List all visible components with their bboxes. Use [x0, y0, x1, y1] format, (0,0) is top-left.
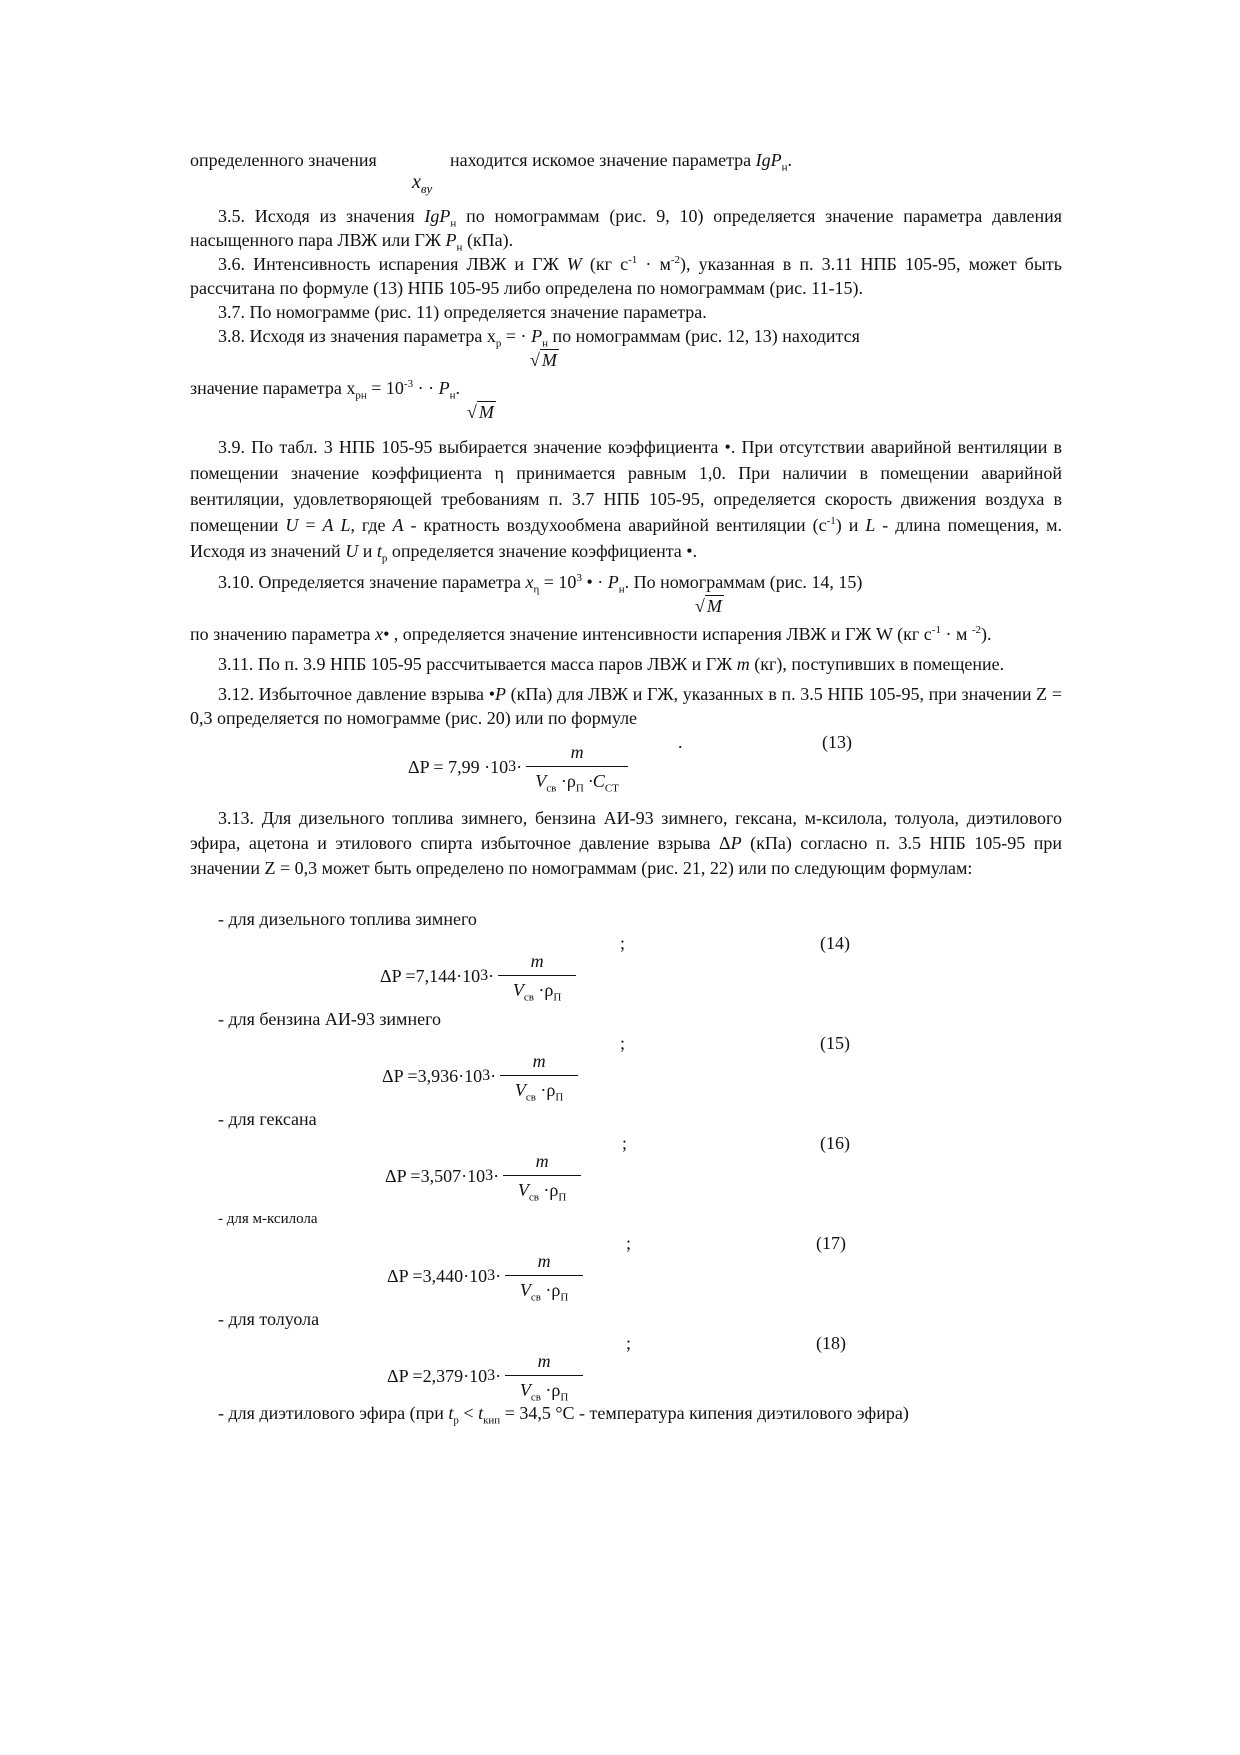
- formula-row: [190, 1331, 1062, 1404]
- fragment-left-text: определенного значения: [190, 150, 377, 170]
- paragraph-3-7: 3.7. По номограмме (рис. 11) определяется значение параметра.: [218, 302, 707, 322]
- equation-13-number: (13): [822, 732, 852, 752]
- formula-semicolon: ;: [626, 1233, 632, 1253]
- paragraph-fragment: [190, 148, 1062, 204]
- formula-fraction: $\frac{m}{V_{св} \cdot\rho_П}$: [503, 1149, 581, 1202]
- diethyl-ether-label: - для диэтилового эфира (при $t_р < t_{кип} = 34,5$ °С - температура кипения диэтилового эфира): [218, 1403, 909, 1427]
- sqrt-line-3-8b: [190, 400, 1062, 428]
- formula-list: [190, 907, 1062, 1404]
- paragraph-3-6: 3.6. Интенсивность испарения ЛВЖ и ГЖ W (кг $с^{-1} \cdot м^{-2}$), указанная в п. 3.11 НПБ 105-95, может быть рассчитана по формуле (13) НПБ 105-95 либо определена по номограммам (рис. 11-15).: [190, 254, 1062, 298]
- formula: ΔP = 3,507 ·10 3 · $\frac{m}{V_{св} \cdot\rho_П}$: [385, 1149, 581, 1202]
- paragraph-3-9: 3.9. По табл. 3 НПБ 105-95 выбирается значение коэффициента •. При отсутствии аварийной вентиляции в помещении значение коэффициента η принимается равным 1,0. При наличии в помещении аварийной вентиляции, удовлетворяющей требованиям п. 3.7 НПБ 105-95, определяется скорость движения воздуха в помещении U = A L, где A - кратность воздухообмена аварийной вентиляции $(с^{-1})$ и L - длина помещения, м. Исходя из значений U и $t_р$ определяется значение коэффициента •.: [190, 437, 1063, 565]
- formula-number: (17): [816, 1233, 846, 1253]
- formula-number: (16): [820, 1133, 850, 1153]
- paragraph-3-10-line2: по значению параметра x• , определяется значение интенсивности испарения ЛВЖ и ГЖ W (кг $с^{-1} \cdot м$ $^{-2}$).: [190, 624, 992, 644]
- sqrt-line-3-8: [190, 348, 1062, 376]
- formula-row: [190, 1031, 1062, 1104]
- formula: ΔP = 3,440 ·10 3 · $\frac{m}{V_{св} \cdot\rho_П}$: [387, 1249, 583, 1302]
- formula-fraction: $\frac{m}{V_{св} \cdot\rho_П}$: [498, 949, 576, 1002]
- paragraph-3-8: 3.8. Исходя из значения параметра $x_р$ = · $P_н$ по номограммам (рис. 12, 13) находится: [218, 326, 860, 350]
- paragraph-3-10: 3.10. Определяется значение параметра $x_\eta = 10^3$ • · $P_н$. По номограммам (рис. 14, 15): [218, 572, 863, 596]
- formula: ΔP = 7,144 ·10 3 · $\frac{m}{V_{св} \cdot\rho_П}$: [380, 949, 576, 1002]
- formula-row: [190, 1131, 1062, 1204]
- formula-semicolon: ;: [620, 1033, 626, 1053]
- equation-13-row: [190, 730, 1062, 806]
- symbol-x-vu: $x_{ву}$: [412, 171, 433, 196]
- formula-13-fraction: $\frac{m}{V_{св} \cdot\rho_П \cdot C_{СТ}}$: [526, 740, 628, 793]
- document-page: [190, 148, 1062, 1425]
- formula-13: ΔP = 7,99 ·10 3 · $\frac{m}{V_{св} \cdot\rho_П \cdot C_{СТ}}$: [408, 740, 628, 793]
- paragraph-3-13: 3.13. Для дизельного топлива зимнего, бензина АИ-93 зимнего, гексана, м-ксилола, толуола, диэтилового эфира, ацетона и этилового спирта избыточное давление взрыва ΔP (кПа) согласно п. 3.5 НПБ 105-95 при значении Z = 0,3 может быть определено по номограммам (рис. 21, 22) или по следующим формулам:: [190, 808, 1062, 878]
- fragment-right-text: находится искомое значение параметра IgP$_н$.: [450, 150, 793, 174]
- formula: ΔP = 2,379 ·10 3 · $\frac{m}{V_{св} \cdot\rho_П}$: [387, 1349, 583, 1402]
- formula-number: (14): [820, 933, 850, 953]
- sqrt-m-symbol: √ M: [530, 350, 557, 370]
- formula-semicolon: ;: [622, 1133, 628, 1153]
- formula-label: - для м-ксилола: [218, 1211, 318, 1227]
- sqrt-m-symbol: √ M: [695, 596, 722, 616]
- formula-number: (18): [816, 1333, 846, 1353]
- formula-label: - для гексана: [218, 1109, 317, 1129]
- formula-row: [190, 1231, 1062, 1304]
- formula-label: - для толуола: [218, 1309, 320, 1329]
- formula-semicolon: ;: [620, 933, 626, 953]
- formula-row: [190, 931, 1062, 1004]
- formula: ΔP = 3,936 ·10 3 · $\frac{m}{V_{св} \cdot\rho_П}$: [382, 1049, 578, 1102]
- formula-label: - для бензина АИ-93 зимнего: [218, 1009, 442, 1029]
- formula-fraction: $\frac{m}{V_{св} \cdot\rho_П}$: [505, 1249, 583, 1302]
- formula-fraction: $\frac{m}{V_{св} \cdot\rho_П}$: [500, 1049, 578, 1102]
- formula-semicolon: ;: [626, 1333, 632, 1353]
- formula-number: (15): [820, 1033, 850, 1053]
- sqrt-m-symbol: √ M: [467, 402, 494, 422]
- paragraph-3-12: 3.12. Избыточное давление взрыва •P (кПа) для ЛВЖ и ГЖ, указанных в п. 3.5 НПБ 105-95, при значении Z = 0,3 определяется по номограмме (рис. 20) или по формуле: [190, 684, 1063, 728]
- formula-fraction: $\frac{m}{V_{св} \cdot\rho_П}$: [505, 1349, 583, 1402]
- formula-label: - для дизельного топлива зимнего: [218, 909, 477, 929]
- paragraph-3-11: 3.11. По п. 3.9 НПБ 105-95 рассчитывается масса паров ЛВЖ и ГЖ m (кг), поступивших в помещение.: [218, 654, 1005, 674]
- paragraph-3-8-line2: значение параметра $x_{рн} = 10^{-3}$ · · $P_н$.: [190, 378, 460, 402]
- paragraph-3-5: 3.5. Исходя из значения IgP$_н$ по номограммам (рис. 9, 10) определяется значение параметра давления насыщенного пара ЛВЖ или ГЖ $P_н$ (кПа).: [190, 206, 1062, 254]
- sqrt-line-3-10: [190, 594, 1062, 622]
- equation-13-dot: .: [678, 732, 683, 752]
